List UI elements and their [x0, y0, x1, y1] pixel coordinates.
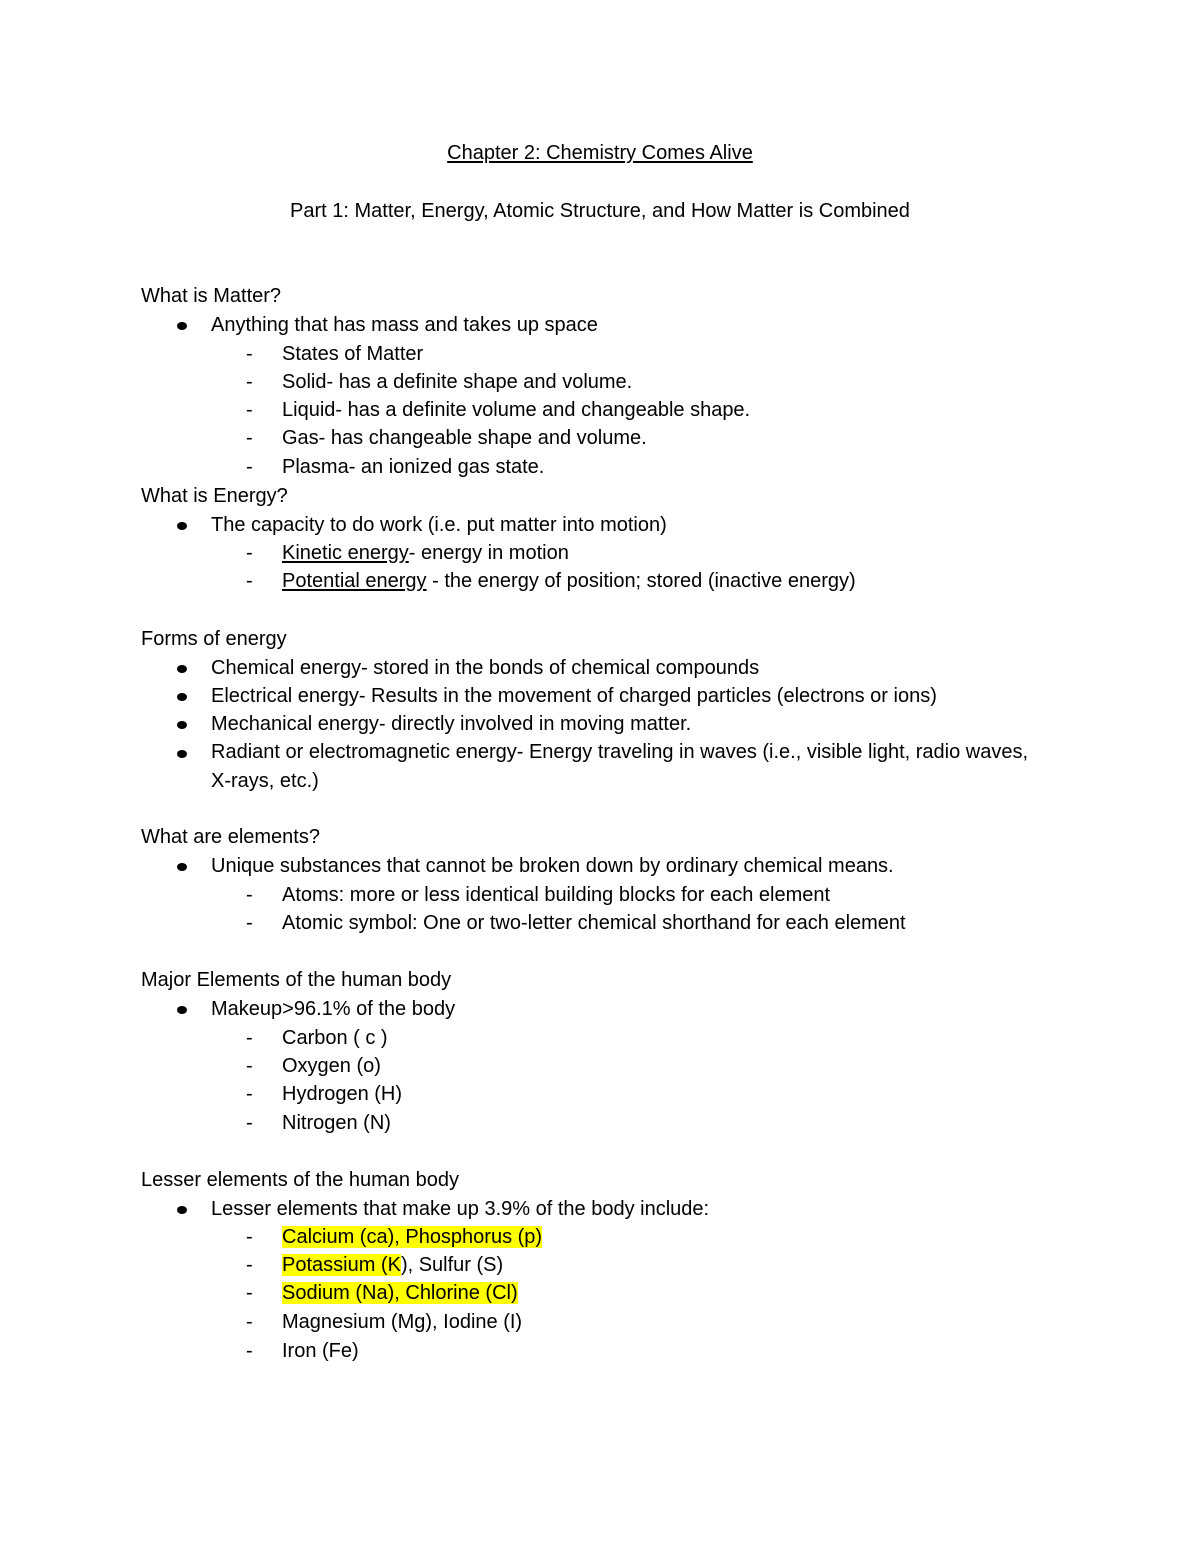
potential-energy-term: Potential energy	[282, 570, 427, 592]
dash-icon: -	[246, 1340, 253, 1362]
bullet-dot-icon	[177, 721, 187, 729]
lesser-element-item	[282, 1282, 518, 1305]
bullet-dot-icon	[177, 693, 187, 701]
lesser-elements-bullet: Lesser elements that make up 3.9% of the body include:	[211, 1198, 710, 1220]
elements-item: Atoms: more or less identical building blocks for each element	[282, 884, 831, 906]
potential-energy-definition: - the energy of position; stored (inactive energy)	[426, 570, 856, 592]
forms-item: Chemical energy- stored in the bonds of chemical compounds	[211, 657, 760, 679]
bullet-dot-icon	[177, 322, 187, 330]
matter-item: States of Matter	[282, 343, 424, 365]
kinetic-energy-term: Kinetic energy	[282, 542, 409, 564]
matter-heading: What is Matter?	[141, 285, 282, 307]
major-elements-heading: Major Elements of the human body	[141, 969, 452, 991]
matter-item: Plasma- an ionized gas state.	[282, 456, 545, 478]
bullet-dot-icon	[177, 665, 187, 673]
document-title: Chapter 2: Chemistry Comes Alive	[447, 142, 753, 164]
potential-energy-item	[282, 570, 856, 593]
major-element-item: Oxygen (o)	[282, 1055, 381, 1077]
dash-icon: -	[246, 542, 253, 564]
kinetic-energy-item	[282, 542, 569, 565]
highlighted-text: Calcium (ca), Phosphorus (p)	[282, 1226, 543, 1248]
lesser-elements-heading: Lesser elements of the human body	[141, 1169, 459, 1191]
kinetic-energy-definition: - energy in motion	[408, 542, 569, 564]
dash-icon: -	[246, 570, 253, 592]
dash-icon: -	[246, 1282, 253, 1304]
dash-icon: -	[246, 1027, 253, 1049]
dash-icon: -	[246, 912, 253, 934]
energy-heading: What is Energy?	[141, 485, 288, 507]
elements-heading: What are elements?	[141, 826, 320, 848]
forms-heading: Forms of energy	[141, 628, 287, 650]
dash-icon: -	[246, 427, 253, 449]
dash-icon: -	[246, 1254, 253, 1276]
bullet-dot-icon	[177, 750, 187, 758]
major-element-item: Nitrogen (N)	[282, 1112, 391, 1134]
bullet-dot-icon	[177, 522, 187, 530]
lesser-element-item	[282, 1254, 503, 1277]
lesser-element-rest: ), Sulfur (S)	[400, 1254, 504, 1276]
major-element-item: Hydrogen (H)	[282, 1083, 403, 1105]
dash-icon: -	[246, 1311, 253, 1333]
dash-icon: -	[246, 1226, 253, 1248]
energy-definition: The capacity to do work (i.e. put matter into motion)	[211, 514, 667, 536]
highlighted-text: Potassium (K	[282, 1254, 401, 1276]
lesser-element-item: Magnesium (Mg), Iodine (I)	[282, 1311, 523, 1333]
major-elements-bullet: Makeup>96.1% of the body	[211, 998, 456, 1020]
dash-icon: -	[246, 371, 253, 393]
dash-icon: -	[246, 1083, 253, 1105]
elements-definition: Unique substances that cannot be broken down by ordinary chemical means.	[211, 855, 894, 877]
elements-item: Atomic symbol: One or two-letter chemical shorthand for each element	[282, 912, 906, 934]
matter-definition: Anything that has mass and takes up space	[211, 314, 598, 336]
dash-icon: -	[246, 1112, 253, 1134]
document-subtitle: Part 1: Matter, Energy, Atomic Structure, and How Matter is Combined	[290, 200, 910, 222]
forms-item: Electrical energy- Results in the movement of charged particles (electrons or ions)	[211, 685, 937, 707]
forms-item: Mechanical energy- directly involved in moving matter.	[211, 713, 692, 735]
dash-icon: -	[246, 884, 253, 906]
dash-icon: -	[246, 456, 253, 478]
bullet-dot-icon	[177, 863, 187, 871]
highlighted-text: Sodium (Na), Chlorine (Cl)	[282, 1282, 518, 1304]
lesser-element-item	[282, 1226, 542, 1249]
lesser-element-item: Iron (Fe)	[282, 1340, 359, 1362]
dash-icon: -	[246, 343, 253, 365]
dash-icon: -	[246, 1055, 253, 1077]
bullet-dot-icon	[177, 1006, 187, 1014]
matter-item: Gas- has changeable shape and volume.	[282, 427, 647, 449]
matter-item: Solid- has a definite shape and volume.	[282, 371, 633, 393]
bullet-dot-icon	[177, 1206, 187, 1214]
major-element-item: Carbon ( c )	[282, 1027, 388, 1049]
forms-item: Radiant or electromagnetic energy- Energy traveling in waves (i.e., visible light, radio waves, X-rays, etc.)	[211, 741, 1029, 792]
matter-item: Liquid- has a definite volume and changeable shape.	[282, 399, 751, 421]
dash-icon: -	[246, 399, 253, 421]
